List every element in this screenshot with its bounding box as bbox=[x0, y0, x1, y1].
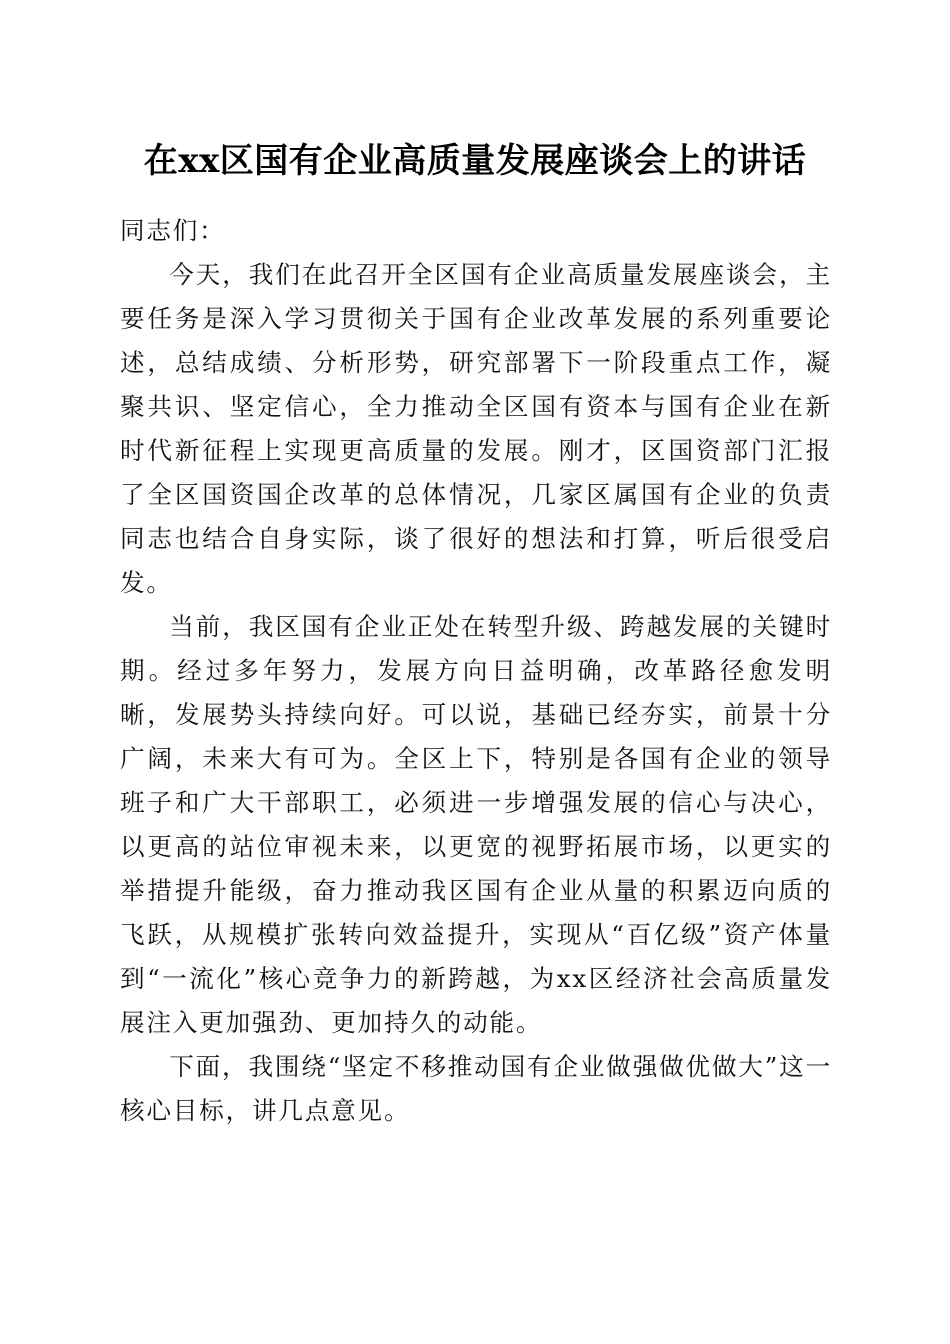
paragraph-2: 当前，我区国有企业正处在转型升级、跨越发展的关键时期。经过多年努力，发展方向日益明确，改革路径愈发明晰，发展势头持续向好。可以说，基础已经夯实，前景十分广阔，未来大有可为。全区上下，特别是各国有企业的领导班子和广大干部职工，必须进一步增强发展的信心与决心，以更高的站位审视未来，以更宽的视野拓展市场，以更实的举措提升能级，奋力推动我区国有企业从量的积累迈向质的飞跃，从规模扩张转向效益提升，实现从“百亿级”资产体量到“一流化”核心竞争力的新跨越，为xx区经济社会高质量发展注入更加强劲、更加持久的动能。 bbox=[120, 612, 832, 1037]
document-body bbox=[120, 209, 832, 1133]
paragraph-1: 今天，我们在此召开全区国有企业高质量发展座谈会，主要任务是深入学习贯彻关于国有企业改革发展的系列重要论述，总结成绩、分析形势，研究部署下一阶段重点工作，凝聚共识、坚定信心，全力推动全区国有资本与国有企业在新时代新征程上实现更高质量的发展。刚才，区国资部门汇报了全区国资国企改革的总体情况，几家区属国有企业的负责同志也结合自身实际，谈了很好的想法和打算，听后很受启发。 bbox=[120, 260, 832, 597]
document-title: 在xx区国有企业高质量发展座谈会上的讲话 bbox=[143, 141, 807, 181]
paragraph-3: 下面，我围绕“坚定不移推动国有企业做强做优做大”这一核心目标，讲几点意见。 bbox=[120, 1052, 832, 1125]
salutation: 同志们： bbox=[120, 216, 226, 245]
